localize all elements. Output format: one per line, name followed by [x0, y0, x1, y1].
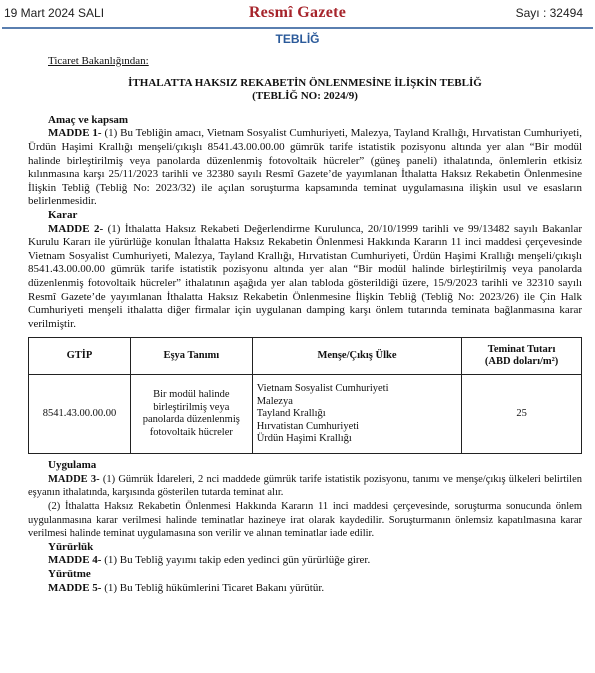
country-item: Malezya — [256, 395, 293, 407]
heading-application: Uygulama — [48, 459, 97, 472]
issue-date: 19 Mart 2024 SALI — [4, 6, 105, 20]
document-number: (TEBLİĞ NO: 2024/9) — [252, 90, 358, 103]
article-1-text: (1) Bu Tebliğin amacı, Vietnam Sosyalist Cumhuriyeti, Malezya, Tayland Krallığı, Hırvatistan Cumhuriyeti, Ürdün Haşimi Krallığı menşeli/çıkışlı 8541.43.00.00.00 gümrük tarife istatistik pozisyonu altında yer alan “Bir modül halinde birleştirilmiş veya panolarda düzenlenmiş fotovoltaik hücreler” (güneş paneli) ithalatında, önlemlerin etkisiz kılınmasına karşı 25/11/2023 tarihli ve 32380 sayılı Resmî Gazete’de yayımlanan İthalatta Haksız Rekabetin Önlenmesine İlişkin Tebliğ (Tebliğ No: 2023/32) ile açılan soruşturma kapsamında teminat uygulamasına ilişkin usul ve esasların belirlenmesidir. — [28, 127, 583, 208]
country-item: Tayland Krallığı — [256, 408, 326, 420]
article-4-label: MADDE 4- — [48, 554, 102, 567]
article-5-text: (1) Bu Tebliğ hükümlerini Ticaret Bakanı yürütür. — [101, 581, 325, 594]
heading-decision: Karar — [48, 208, 78, 221]
document-title: İTHALATTA HAKSIZ REKABETİN ÖNLENMESİNE İLİŞKİN TEBLİĞ — [128, 76, 482, 89]
issuing-authority: Ticaret Bakanlığından: — [48, 55, 149, 67]
article-1 — [28, 127, 582, 209]
article-2 — [28, 223, 582, 332]
article-5 — [28, 582, 582, 596]
cell-gtip: 8541.43.00.00.00 — [29, 375, 131, 454]
amount-header-line2: (ABD doları/m²) — [484, 356, 559, 368]
article-4 — [28, 554, 582, 568]
cell-countries — [252, 375, 461, 454]
guarantee-table — [28, 337, 582, 454]
col-header-gtip: GTİP — [29, 338, 131, 375]
table-row — [29, 375, 582, 454]
article-1-label: MADDE 1- — [48, 127, 102, 140]
document-body — [28, 55, 582, 595]
cell-description: Bir modül halinde birleştirilmiş veya panolarda düzenlenmiş fotovoltaik hücreler — [130, 375, 252, 454]
amount-header-line1: Teminat Tutarı — [487, 343, 556, 355]
article-3-paragraph-2: (2) İthalatta Haksız Rekabetin Önlenmesi Hakkında Kararın 11 inci maddesi çerçevesinde, soruşturma sonucunda önlem uygulanmasına karar verilmesi halinde teminatlar hazineye irat olarak kaydedilir. Soruşturmanın önlemsiz kapatılmasına karar verilmesi halinde teminat uygulamasına son verilir ve alınan teminatlar iade edilir. — [28, 501, 582, 540]
article-3-label: MADDE 3- — [48, 473, 100, 485]
heading-purpose: Amaç ve kapsam — [48, 113, 129, 126]
col-header-amount — [462, 338, 582, 375]
country-item: Hırvatistan Cumhuriyeti — [256, 420, 360, 432]
col-header-country: Menşe/Çıkış Ülke — [252, 338, 461, 375]
table-header-row — [29, 338, 582, 375]
col-header-description: Eşya Tanımı — [130, 338, 252, 375]
country-item: Ürdün Haşimi Krallığı — [256, 433, 352, 445]
issue-number: Sayı : 32494 — [515, 6, 583, 20]
article-3 — [28, 473, 582, 500]
heading-effect: Yürürlük — [48, 540, 94, 553]
heading-execution: Yürütme — [48, 568, 91, 581]
cell-amount: 25 — [462, 375, 582, 454]
header-divider — [2, 27, 593, 29]
article-2-text: (1) İthalatta Haksız Rekabeti Değerlendirme Kurulunca, 20/10/1999 tarihli ve 99/13482 sayılı Bakanlar Kurulu Kararı ile yürürlüğe konulan İthalatta Haksız Rekabetin Önlenmesi Hakkında Kararın 11 inci maddesi çerçevesinde Vietnam Sosyalist Cumhuriyeti, Malezya, Tayland Krallığı, Hırvatistan Cumhuriyeti, Ürdün Haşimi Krallığı menşeli/çıkışlı 8541.43.00.00.00 gümrük tarife istatistik pozisyonu altında yer alan “Bir modül halinde birleştirilmiş veya panolarda düzenlenmiş fotovoltaik hücreler” ithalatının aşağıda yer alan tabloda gösterildiği üzere, 15/9/2023 tarihli ve 32310 sayılı Resmî Gazete’de yayımlanan İthalatta Haksız Rekabetin Önlenmesine İlişkin Tebliğ (Tebliğ No: 2023/26) ile Çin Halk Cumhuriyeti menşeli ithalatta diğer firmalar için uygulanan damping karşı önlem tutarında teminata bağlanmasına karar verilmiştir. — [28, 222, 582, 330]
country-item: Vietnam Sosyalist Cumhuriyeti — [256, 383, 389, 395]
gazette-title: Resmî Gazete — [248, 4, 347, 21]
article-4-text: (1) Bu Tebliğ yayımı takip eden yedinci gün yürürlüğe girer. — [101, 554, 371, 567]
article-3-text: (1) Gümrük İdareleri, 2 nci maddede gümrük tarife istatistik pozisyonu, tanımı ve menşe/çıkış ülkeleri belirtilen eşyanın ithalatında, karşısında gösterilen tutarda teminat alır. — [28, 473, 582, 499]
article-2-label: MADDE 2- — [48, 222, 104, 235]
section-title: TEBLİĞ — [275, 32, 320, 46]
gazette-header — [0, 0, 595, 28]
article-5-label: MADDE 5- — [48, 581, 102, 594]
